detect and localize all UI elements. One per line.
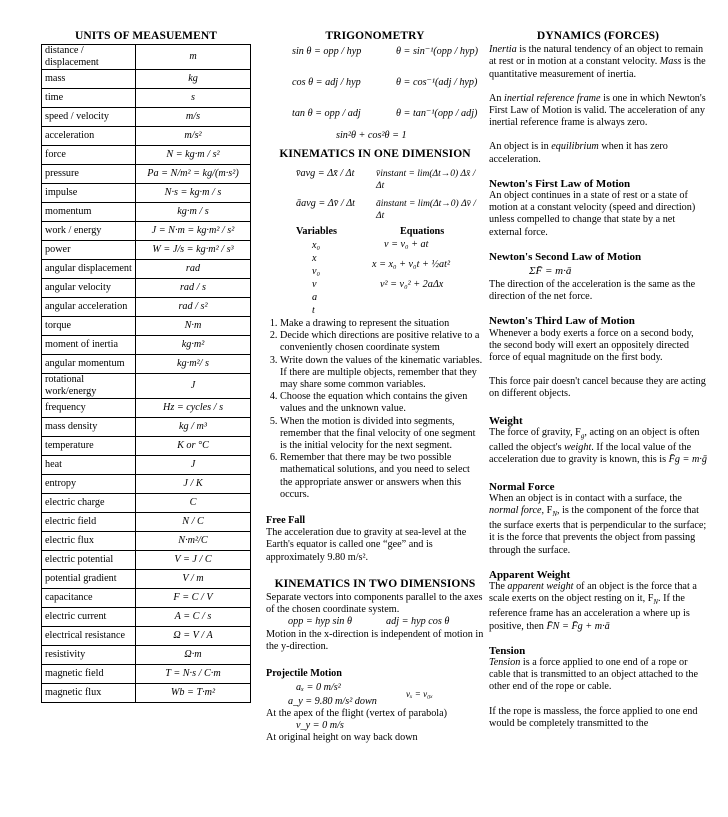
ainst-eq: āinstant = lim(Δt→0) Δv̄ / Δt [376,199,476,222]
unit-cell: N·m [136,317,251,336]
quantity-cell: power [42,241,136,260]
units-row [42,89,251,108]
vx-eq: vₓ = v₀ₓ [406,688,433,699]
freefall-title: Free Fall [266,515,306,527]
component-eqs [266,616,484,629]
units-row [42,646,251,665]
unit-cell: N = kg·m / s² [136,146,251,165]
units-row [42,146,251,165]
unit-cell: rad / s² [136,298,251,317]
unit-cell: m [136,45,251,70]
equations-label: Equations [400,226,445,237]
freefall-text: The acceleration due to gravity at sea-level at the Earth's equator is called one “gee” and is approximately 9.80 m/s². [266,527,467,563]
unit-cell: kg·m / s [136,203,251,222]
kin1-vars-eqs [266,226,484,318]
kinematic-variable: x₀ [312,240,321,251]
projectile-eqs [266,680,484,708]
newton3-text: Whenever a body exerts a force on a second body, the second body will exert an oppositely directed force of equal magnitude on the first body. [489,327,694,364]
units-row [42,336,251,355]
unit-cell: Ω·m [136,646,251,665]
units-row [42,127,251,146]
units-table [41,44,251,703]
ax-eq: aₓ = 0 m/s² [296,681,341,693]
units-row [42,45,251,70]
unit-cell: V = J / C [136,551,251,570]
unit-cell: J = N·m = kg·m² / s² [136,222,251,241]
newton1-text: An object continues in a state of rest or a state of motion at a constant velocity (speed and direction) unless compelled to change that state by a net external force. [489,190,696,238]
kinematics-step: 2. Decide which directions are positive relative to a conveniently chosen coordinate system [280,330,484,354]
units-row [42,70,251,89]
dyn-title: DYNAMICS (FORCES) [536,30,660,42]
unit-cell: m/s [136,108,251,127]
quantity-cell: entropy [42,475,136,494]
units-row [42,260,251,279]
kin1-defs [266,162,484,222]
kin2-text1: Separate vectors into components parallel to the axes of the chosen coordinate system. [266,591,483,616]
unit-cell: V / m [136,570,251,589]
kin2-text2: Motion in the x-direction is independent of motion in the y-direction. [266,629,484,653]
kinematic-variable: v [312,279,317,290]
quantity-cell: acceleration [42,127,136,146]
quantity-cell: frequency [42,399,136,418]
quantity-cell: work / energy [42,222,136,241]
units-row [42,298,251,317]
trig-equations [266,44,484,144]
quantity-cell: angular displacement [42,260,136,279]
unit-cell: Wb = T·m² [136,684,251,703]
kinematics-step: 3. Write down the values of the kinematic variables. If there are multiple objects, remember that they may share some common variables. [280,355,484,392]
apparent-weight-text: The apparent weight of an object is the force that a scale exerts on the object resting on it, $F_N$. If the reference frame has an acceleration a where up is positive, then F̄N = F̄g + m·ā [489,580,697,632]
kinematic-variable: x [312,253,317,264]
quantity-cell: rotational work/energy [42,374,136,399]
unit-cell: Pa = N/m² = kg/(m·s²) [136,165,251,184]
quantity-cell: momentum [42,203,136,222]
newton1-title: Newton's First Law of Motion [489,177,631,190]
quantity-cell: angular momentum [42,355,136,374]
quantity-cell: resistivity [42,646,136,665]
quantity-cell: moment of inertia [42,336,136,355]
quantity-cell: distance / displacement [42,45,136,70]
dynamics-column [489,30,707,730]
units-row [42,437,251,456]
variables-list [312,239,320,317]
eq-position: x = x₀ + v₀t + ½at² [372,259,451,270]
quantity-cell: magnetic field [42,665,136,684]
kinematic-variable: v₀ [312,266,321,277]
quantity-cell: heat [42,456,136,475]
units-row [42,108,251,127]
weight-title: Weight [489,414,523,427]
vinst-eq: v̄instant = lim(Δt→0) Δx̄ / Δt [376,169,476,192]
unit-cell: N·m²/C [136,532,251,551]
units-row [42,589,251,608]
quantity-cell: electrical resistance [42,627,136,646]
unit-cell: A = C / s [136,608,251,627]
trig-kinematics-column [266,30,484,744]
quantity-cell: impulse [42,184,136,203]
units-row [42,627,251,646]
apparent-weight-title: Apparent Weight [489,568,571,581]
projectile-title: Projectile Motion [266,667,342,679]
unit-cell: kg / m³ [136,418,251,437]
reference-frame-paragraph: An inertial reference frame is one in which Newton's First Law of Motion is valid. The acceleration of any inertial reference frame is always zero. [489,92,706,129]
units-row [42,494,251,513]
quantity-cell: angular velocity [42,279,136,298]
quantity-cell: potential gradient [42,570,136,589]
quantity-cell: electric current [42,608,136,627]
equilibrium-paragraph: An object is in equilibrium when it has zero acceleration. [489,141,668,165]
unit-cell: kg [136,70,251,89]
newton3-title: Newton's Third Law of Motion [489,315,635,328]
quantity-cell: temperature [42,437,136,456]
units-row [42,184,251,203]
inertia-paragraph: Inertia is the natural tendency of an object to remain at rest or in motion at a constant velocity. Mass is the quantitative measurement of inertia. [489,44,706,80]
units-row [42,608,251,627]
quantity-cell: force [42,146,136,165]
unit-cell: m/s² [136,127,251,146]
unit-cell: J / K [136,475,251,494]
variables-label: Variables [296,226,337,237]
quantity-cell: electric charge [42,494,136,513]
newton2-eq: ΣF̄ = m·ā [529,265,572,278]
units-row [42,532,251,551]
kinematics-step: 1. Make a drawing to represent the situation [280,318,484,330]
units-title: UNITS OF MEASUEMENT [74,30,218,42]
tension-text-2: If the rope is massless, the force applied to one end would be completely transmitted to the [489,705,698,729]
tan-eq: tan θ = opp / adj [292,108,361,119]
units-row [42,665,251,684]
normal-force-title: Normal Force [489,480,555,493]
kinematics-step: 4. Choose the equation which contains the given values and the unknown value. [280,391,484,415]
units-row [42,475,251,494]
kin1-steps [266,318,484,501]
force-pair-text: This force pair doesn't cancel because they are acting on different objects. [489,376,706,400]
adj-eq: adj = hyp cos θ [386,616,450,628]
opp-eq: opp = hyp sin θ [288,616,352,628]
quantity-cell: mass [42,70,136,89]
unit-cell: kg·m²/ s [136,355,251,374]
unit-cell: s [136,89,251,108]
sin-eq: sin θ = opp / hyp [292,46,362,57]
units-row [42,684,251,703]
units-row [42,399,251,418]
unit-cell: F = C / V [136,589,251,608]
tension-text: Tension is a force applied to one end of a rope or cable that is transmitted to an object attached to the other end of the rope or cable. [489,657,699,693]
units-row [42,317,251,336]
eq-velocity-squared: v² = v₀² + 2aΔx [380,279,444,290]
unit-cell: N / C [136,513,251,532]
kinematic-variable: t [312,305,315,316]
tension-title: Tension [489,644,526,657]
units-row [42,355,251,374]
units-row [42,374,251,399]
cos-eq: cos θ = adj / hyp [292,77,361,88]
units-section [41,30,251,703]
kinematics-step: 6. Remember that there may be two possible mathematical solutions, and you need to select the appropriate answer or answers when this occurs. [280,452,484,501]
units-row [42,513,251,532]
asin-eq: θ = sin⁻¹(opp / hyp) [396,46,478,57]
units-row [42,241,251,260]
unit-cell: J [136,374,251,399]
eq-velocity: v = v₀ + at [384,239,429,250]
kinematic-variable: a [312,292,318,303]
apex-text: At the apex of the flight (vertex of parabola) [266,707,448,719]
quantity-cell: electric flux [42,532,136,551]
trig-identity: sin²θ + cos²θ = 1 [336,130,407,141]
unit-cell: rad [136,260,251,279]
newton2-text: The direction of the acceleration is the same as the direction of the net force. [489,279,696,303]
unit-cell: J [136,456,251,475]
quantity-cell: electric field [42,513,136,532]
unit-cell: kg·m² [136,336,251,355]
normal-force-text: When an object is in contact with a surface, the normal force, $F_N$, is the component of the force that the surface exerts that is perpendicular to the surface; it is the force that prevents the object from passing through the surface. [489,492,707,556]
units-row [42,203,251,222]
unit-cell: N·s = kg·m / s [136,184,251,203]
quantity-cell: speed / velocity [42,108,136,127]
unit-cell: rad / s [136,279,251,298]
trig-title: TRIGONOMETRY [325,30,425,42]
units-row [42,551,251,570]
unit-cell: Ω = V / A [136,627,251,646]
kin2-title: KINEMATICS IN TWO DIMENSIONS [274,577,476,590]
unit-cell: W = J/s = kg·m² / s³ [136,241,251,260]
unit-cell: Hz = cycles / s [136,399,251,418]
quantity-cell: torque [42,317,136,336]
quantity-cell: angular acceleration [42,298,136,317]
quantity-cell: capacitance [42,589,136,608]
units-row [42,222,251,241]
quantity-cell: mass density [42,418,136,437]
quantity-cell: magnetic flux [42,684,136,703]
unit-cell: T = N·s / C·m [136,665,251,684]
ay-eq: a_y = 9.80 m/s² down [288,695,377,707]
kin1-title: KINEMATICS IN ONE DIMENSION [279,148,471,160]
atan-eq: θ = tan⁻¹(opp / adj) [396,108,478,119]
unit-cell: C [136,494,251,513]
return-text: At original height on way back down [266,732,418,744]
acos-eq: θ = cos⁻¹(adj / hyp) [396,77,478,88]
units-row [42,456,251,475]
units-row [42,165,251,184]
unit-cell: K or °C [136,437,251,456]
aavg-eq: āavg = Δv̄ / Δt [296,198,356,209]
quantity-cell: time [42,89,136,108]
vavg-eq: v̄avg = Δx̄ / Δt [296,168,355,179]
quantity-cell: pressure [42,165,136,184]
kinematics-step: 5. When the motion is divided into segments, remember that the final velocity of one segment is the initial velocity for the next segment. [280,416,484,453]
units-row [42,418,251,437]
quantity-cell: electric potential [42,551,136,570]
units-row [42,279,251,298]
units-row [42,570,251,589]
weight-text: The force of gravity, $F_g$, acting on an object is often called the object's weight. If the local value of the acceleration due to gravity is known, this is F̄g = m·ḡ [489,426,707,466]
vy-eq: v_y = 0 m/s [296,720,344,732]
newton2-title: Newton's Second Law of Motion [489,250,642,263]
